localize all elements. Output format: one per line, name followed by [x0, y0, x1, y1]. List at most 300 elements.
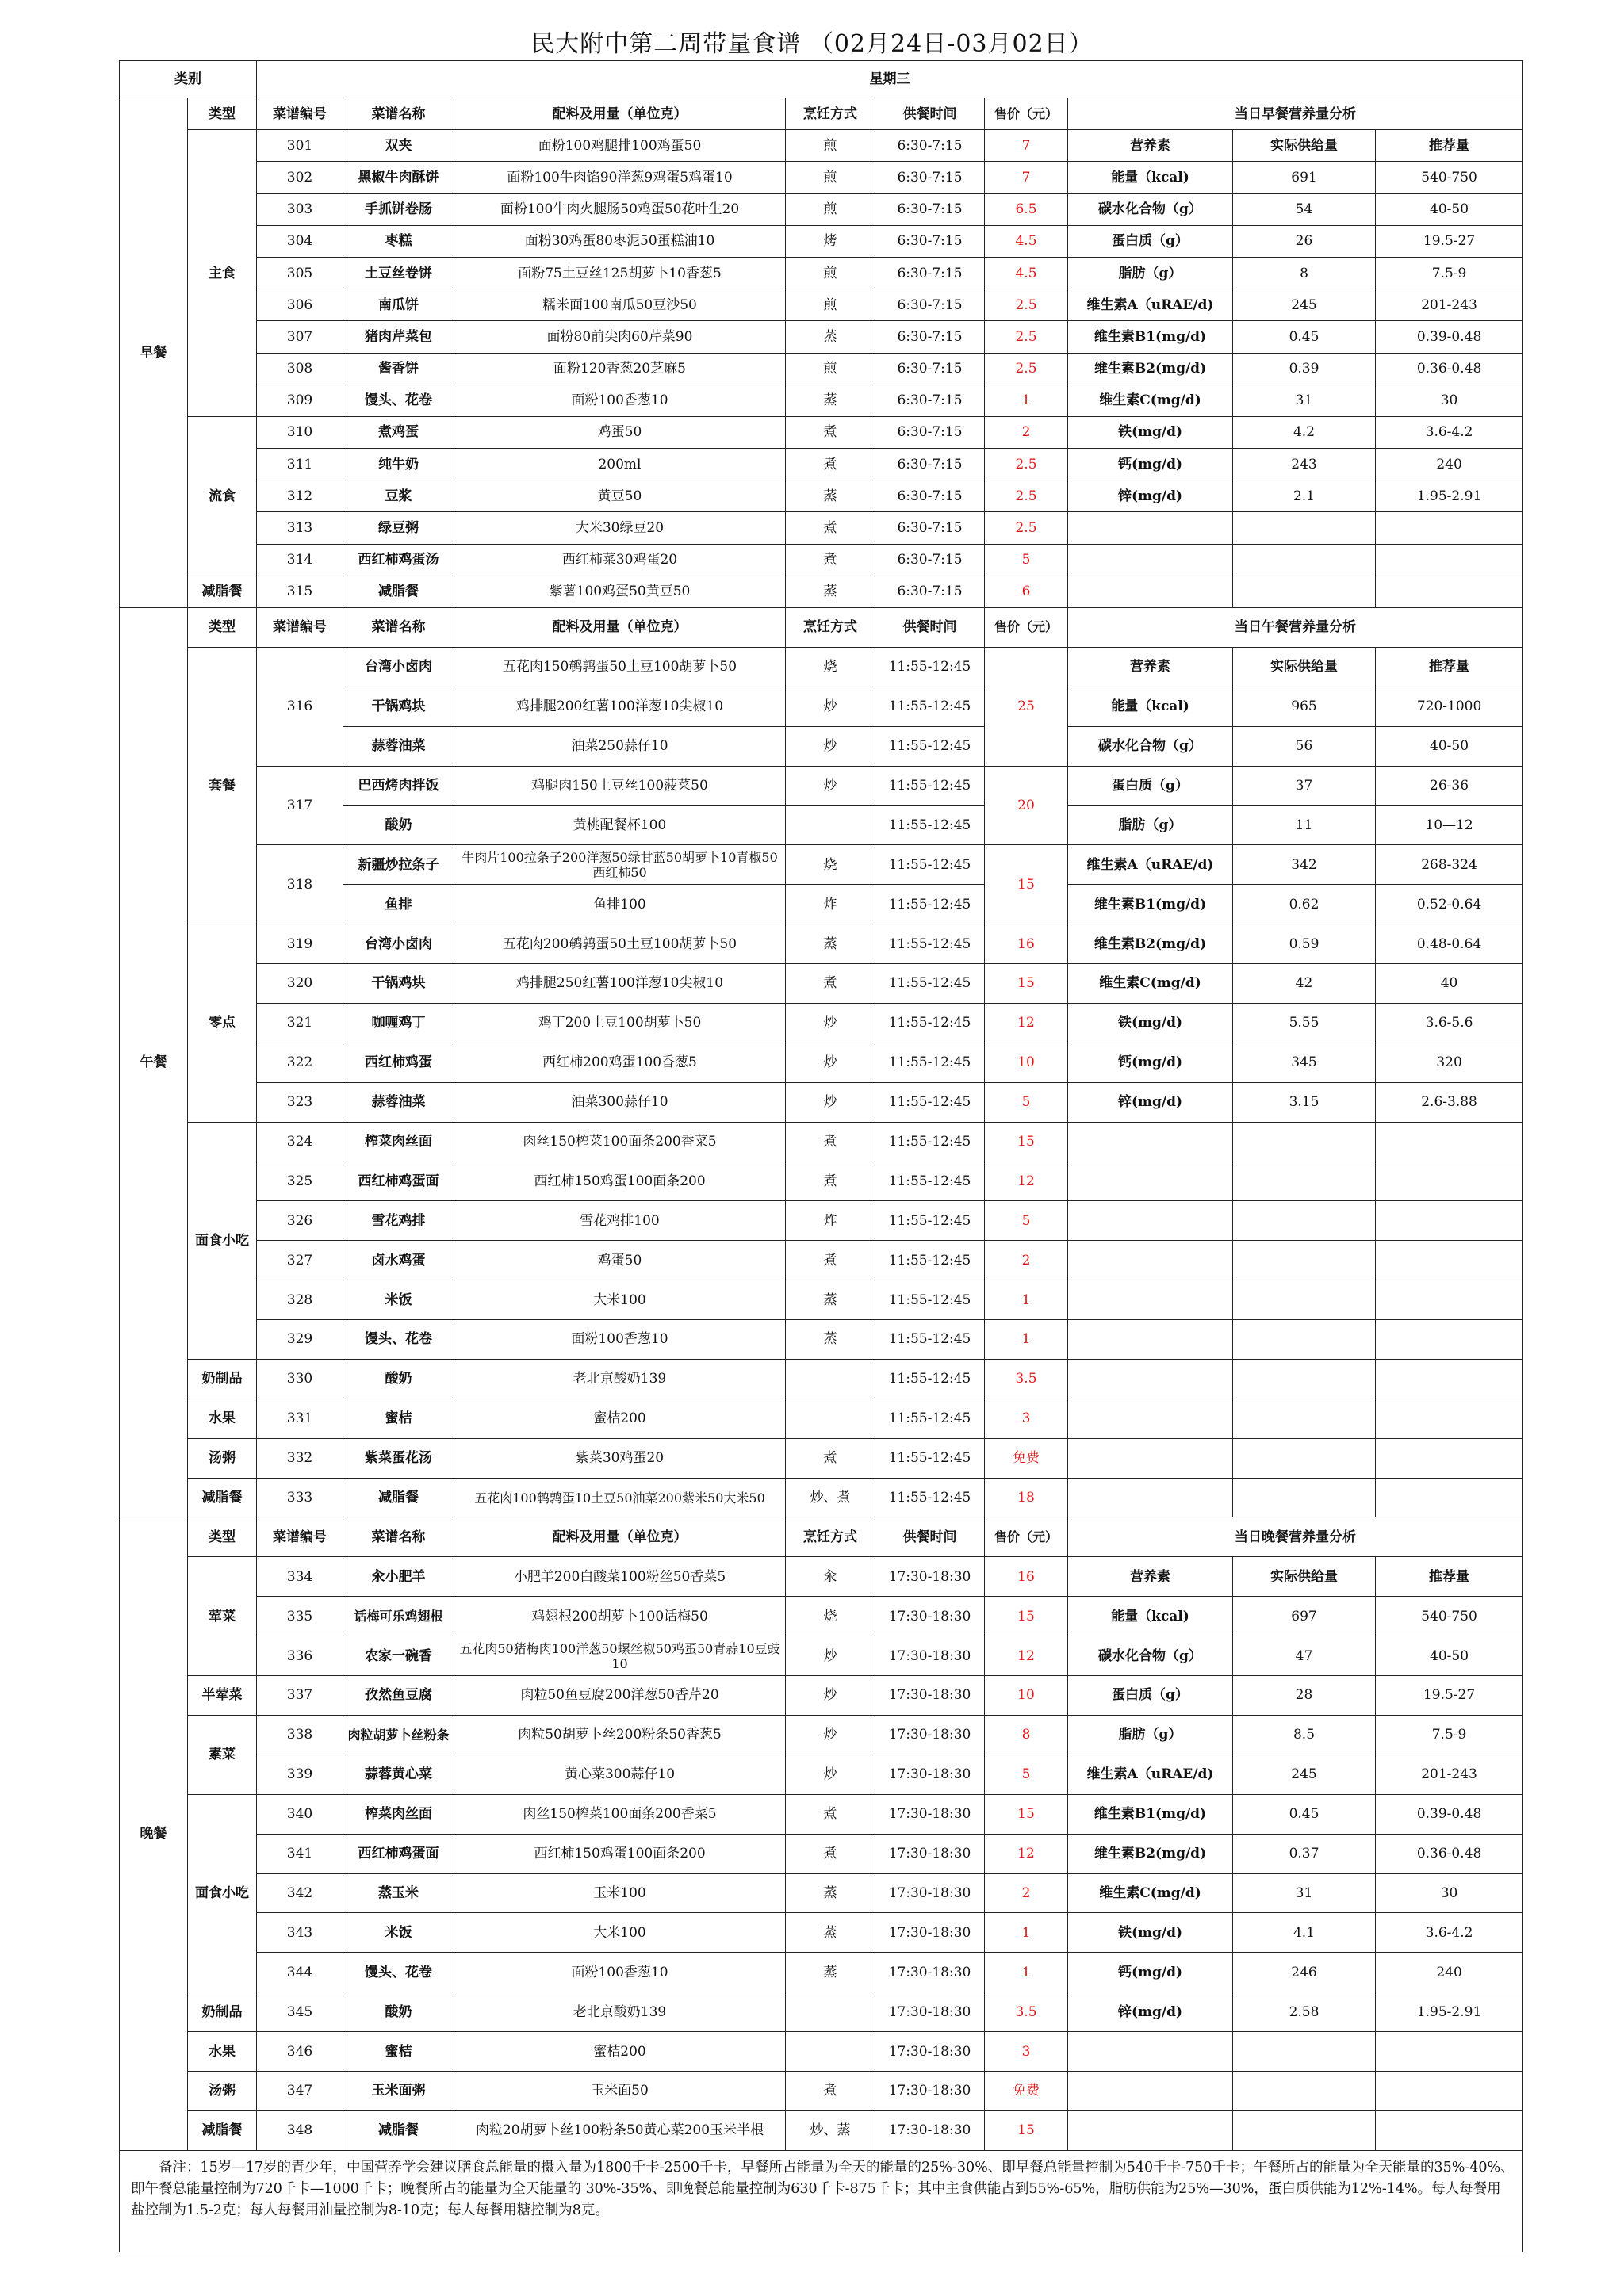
nutrient-actual: 56 [1233, 726, 1376, 766]
nutrient-name: 碳水化合物（g） [1068, 726, 1233, 766]
dish-time: 11:55-12:45 [875, 1399, 985, 1438]
dish-id: 335 [257, 1597, 343, 1636]
dish-price: 2.5 [985, 512, 1068, 544]
dish-ingredients: 蜜桔200 [454, 2032, 786, 2072]
dish-time: 17:30-18:30 [875, 2032, 985, 2072]
dish-ingredients: 肉粒20胡萝卜丝100粉条50黄心菜200玉米半根 [454, 2110, 786, 2150]
dish-name: 手抓饼卷肠 [343, 193, 454, 225]
dish-id: 320 [257, 964, 343, 1004]
dish-ingredients: 糯米面100南瓜50豆沙50 [454, 289, 786, 321]
empty-cell [1376, 1241, 1523, 1280]
dish-time: 11:55-12:45 [875, 1438, 985, 1478]
nutrient-recommended: 40 [1376, 964, 1523, 1004]
empty-cell [1233, 1161, 1376, 1201]
dish-time: 11:55-12:45 [875, 806, 985, 845]
meal-breakfast: 早餐 [120, 98, 188, 608]
dish-name: 新疆炒拉条子 [343, 845, 454, 885]
dish-cooking: 炒 [786, 766, 875, 806]
dish-id: 318 [257, 845, 343, 924]
dish-name: 米饭 [343, 1280, 454, 1320]
group-set-meal: 套餐 [188, 647, 257, 924]
nutrient-recommended: 19.5-27 [1376, 1676, 1523, 1716]
table-row [120, 512, 1523, 544]
nutrient-name: 维生素C(mg/d) [1068, 385, 1233, 416]
dish-time: 11:55-12:45 [875, 1161, 985, 1201]
col-header-name: 菜谱名称 [343, 98, 454, 130]
actual-header: 实际供给量 [1233, 1557, 1376, 1597]
nutrient-name: 铁(mg/d) [1068, 416, 1233, 448]
dish-id: 314 [257, 544, 343, 576]
dish-time: 11:55-12:45 [875, 1082, 985, 1122]
dish-cooking: 炒 [786, 1715, 875, 1755]
dish-price: 15 [985, 845, 1068, 924]
nutrient-name: 维生素B1(mg/d) [1068, 1794, 1233, 1834]
nutrient-name: 锌(mg/d) [1068, 1082, 1233, 1122]
dish-price: 8 [985, 1715, 1068, 1755]
dish-price: 12 [985, 1834, 1068, 1873]
col-header-type: 类型 [188, 608, 257, 648]
nutrient-header: 营养素 [1068, 1557, 1233, 1597]
group-vegetable: 素菜 [188, 1715, 257, 1794]
empty-cell [1376, 544, 1523, 576]
nutrient-recommended: 7.5-9 [1376, 257, 1523, 289]
nutrient-actual: 31 [1233, 385, 1376, 416]
empty-cell [1233, 1359, 1376, 1399]
table-row [120, 1201, 1523, 1241]
dish-time: 6:30-7:15 [875, 576, 985, 607]
nutrient-recommended: 10—12 [1376, 806, 1523, 845]
table-row [120, 1597, 1523, 1636]
table-row [120, 1834, 1523, 1873]
nutrient-actual: 245 [1233, 1755, 1376, 1794]
dish-id: 348 [257, 2110, 343, 2150]
actual-header: 实际供给量 [1233, 647, 1376, 687]
dish-cooking: 煮 [786, 964, 875, 1004]
col-header-id: 菜谱编号 [257, 98, 343, 130]
nutrient-recommended: 1.95-2.91 [1376, 480, 1523, 512]
dish-price: 18 [985, 1478, 1068, 1517]
empty-cell [1233, 1201, 1376, 1241]
dish-price: 免费 [985, 1438, 1068, 1478]
dish-id: 304 [257, 225, 343, 257]
nutrient-actual: 37 [1233, 766, 1376, 806]
dish-id: 324 [257, 1122, 343, 1161]
dish-id: 308 [257, 353, 343, 385]
nutrient-recommended: 1.95-2.91 [1376, 1992, 1523, 2032]
dish-name: 蒜蓉油菜 [343, 1082, 454, 1122]
dish-time: 17:30-18:30 [875, 1557, 985, 1597]
group-diet: 减脂餐 [188, 1478, 257, 1517]
dish-cooking: 蒸 [786, 924, 875, 964]
dish-name: 馒头、花卷 [343, 1953, 454, 1992]
dish-price: 1 [985, 1913, 1068, 1953]
dish-name: 孜然鱼豆腐 [343, 1676, 454, 1716]
dish-cooking: 炒 [786, 1636, 875, 1676]
empty-cell [1068, 1241, 1233, 1280]
dish-cooking: 蒸 [786, 321, 875, 353]
dish-id: 329 [257, 1320, 343, 1360]
dish-cooking: 煎 [786, 162, 875, 193]
empty-cell [1376, 512, 1523, 544]
dish-ingredients: 面粉100牛肉火腿肠50鸡蛋50花叶生20 [454, 193, 786, 225]
dish-name: 西红柿鸡蛋 [343, 1043, 454, 1082]
dish-id: 302 [257, 162, 343, 193]
col-header-ingredients: 配料及用量（单位克） [454, 98, 786, 130]
nutrient-actual: 2.1 [1233, 480, 1376, 512]
dish-ingredients: 黄心菜300蒜仔10 [454, 1755, 786, 1794]
dish-name: 卤水鸡蛋 [343, 1241, 454, 1280]
dish-price: 2.5 [985, 321, 1068, 353]
dish-time: 11:55-12:45 [875, 964, 985, 1004]
table-row [120, 1359, 1523, 1399]
nutrient-actual: 0.62 [1233, 885, 1376, 924]
nutrient-actual: 42 [1233, 964, 1376, 1004]
nutrient-name: 锌(mg/d) [1068, 1992, 1233, 2032]
dish-id: 326 [257, 1201, 343, 1241]
empty-cell [1068, 512, 1233, 544]
dish-time: 6:30-7:15 [875, 416, 985, 448]
dish-cooking: 蒸 [786, 480, 875, 512]
dish-price: 16 [985, 1557, 1068, 1597]
nutrient-name: 维生素B2(mg/d) [1068, 924, 1233, 964]
nutrient-actual: 31 [1233, 1873, 1376, 1913]
table-row [120, 353, 1523, 385]
nutrient-recommended: 540-750 [1376, 1597, 1523, 1636]
dish-id: 303 [257, 193, 343, 225]
dish-cooking: 炒 [786, 1082, 875, 1122]
nutrient-recommended: 0.36-0.48 [1376, 353, 1523, 385]
col-header-type: 类型 [188, 98, 257, 130]
dish-cooking: 炒 [786, 1676, 875, 1716]
dish-name: 咖喱鸡丁 [343, 1003, 454, 1043]
dish-name: 米饭 [343, 1913, 454, 1953]
table-row [120, 480, 1523, 512]
dish-time: 6:30-7:15 [875, 385, 985, 416]
dish-ingredients: 西红柿150鸡蛋100面条200 [454, 1161, 786, 1201]
nutrient-recommended: 40-50 [1376, 193, 1523, 225]
dish-time: 11:55-12:45 [875, 726, 985, 766]
table-row [120, 1043, 1523, 1082]
dish-name: 西红柿鸡蛋面 [343, 1161, 454, 1201]
dish-name: 蜜桔 [343, 1399, 454, 1438]
col-header-time: 供餐时间 [875, 98, 985, 130]
empty-cell [1233, 1280, 1376, 1320]
dish-cooking: 煮 [786, 1794, 875, 1834]
nutrient-recommended: 240 [1376, 449, 1523, 480]
empty-cell [1068, 1280, 1233, 1320]
dish-id: 307 [257, 321, 343, 353]
nutrient-name: 碳水化合物（g） [1068, 193, 1233, 225]
dish-ingredients: 鸡排腿250红薯100洋葱10尖椒10 [454, 964, 786, 1004]
table-row [120, 608, 1523, 648]
dish-price: 12 [985, 1636, 1068, 1676]
nutrient-actual: 11 [1233, 806, 1376, 845]
empty-cell [1233, 1241, 1376, 1280]
dish-name: 煮鸡蛋 [343, 416, 454, 448]
nutrient-actual: 697 [1233, 1597, 1376, 1636]
dish-name: 双夹 [343, 130, 454, 162]
table-row [120, 449, 1523, 480]
dish-cooking: 炒 [786, 1755, 875, 1794]
nutrient-actual: 0.37 [1233, 1834, 1376, 1873]
dish-id: 319 [257, 924, 343, 964]
empty-cell [1068, 1359, 1233, 1399]
dish-time: 6:30-7:15 [875, 257, 985, 289]
nutrient-name: 维生素B1(mg/d) [1068, 885, 1233, 924]
nutrient-name: 能量（kcal) [1068, 687, 1233, 726]
empty-cell [1233, 1478, 1376, 1517]
nutrient-recommended: 540-750 [1376, 162, 1523, 193]
empty-cell [1376, 1359, 1523, 1399]
dish-ingredients: 面粉100香葱10 [454, 1953, 786, 1992]
table-row [120, 1676, 1523, 1716]
table-row [120, 1557, 1523, 1597]
empty-cell [1068, 2071, 1233, 2110]
dish-ingredients: 蜜桔200 [454, 1399, 786, 1438]
dish-cooking: 炒 [786, 1003, 875, 1043]
dish-time: 6:30-7:15 [875, 162, 985, 193]
nutrient-recommended: 40-50 [1376, 1636, 1523, 1676]
dish-name: 鱼排 [343, 885, 454, 924]
dish-time: 17:30-18:30 [875, 2071, 985, 2110]
dish-id: 330 [257, 1359, 343, 1399]
dish-time: 17:30-18:30 [875, 1636, 985, 1676]
dish-cooking: 炒 [786, 687, 875, 726]
empty-cell [1233, 2032, 1376, 2072]
dish-cooking: 蒸 [786, 1913, 875, 1953]
dish-time: 6:30-7:15 [875, 544, 985, 576]
dish-price: 20 [985, 766, 1068, 845]
dish-ingredients: 大米100 [454, 1913, 786, 1953]
dish-ingredients: 五花肉50猪梅肉100洋葱50螺丝椒50鸡蛋50青蒜10豆豉10 [454, 1636, 786, 1676]
dish-time: 17:30-18:30 [875, 1597, 985, 1636]
empty-cell [1233, 1122, 1376, 1161]
nutrient-recommended: 320 [1376, 1043, 1523, 1082]
table-row [120, 162, 1523, 193]
table-row [120, 1399, 1523, 1438]
dish-id: 301 [257, 130, 343, 162]
col-header-cooking: 烹饪方式 [786, 608, 875, 648]
dish-time: 11:55-12:45 [875, 1201, 985, 1241]
dish-ingredients: 面粉100牛肉馅90洋葱9鸡蛋5鸡蛋10 [454, 162, 786, 193]
group-diet: 减脂餐 [188, 2110, 257, 2150]
nutrient-name: 维生素A（uRAE/d) [1068, 1755, 1233, 1794]
empty-cell [1068, 1122, 1233, 1161]
col-header-price: 售价（元） [985, 1517, 1068, 1557]
dish-price: 4.5 [985, 257, 1068, 289]
dish-cooking: 煮 [786, 1122, 875, 1161]
col-header-ingredients: 配料及用量（单位克） [454, 608, 786, 648]
dish-time: 6:30-7:15 [875, 289, 985, 321]
dish-ingredients: 肉丝150榨菜100面条200香菜5 [454, 1794, 786, 1834]
dish-price: 6.5 [985, 193, 1068, 225]
dish-price: 2 [985, 1241, 1068, 1280]
dish-cooking: 蒸 [786, 1320, 875, 1360]
dish-time: 6:30-7:15 [875, 130, 985, 162]
dish-cooking: 烧 [786, 845, 875, 885]
dish-price: 5 [985, 1082, 1068, 1122]
dish-price: 3.5 [985, 1359, 1068, 1399]
dish-time: 11:55-12:45 [875, 924, 985, 964]
dish-time: 11:55-12:45 [875, 1043, 985, 1082]
actual-header: 实际供给量 [1233, 130, 1376, 162]
empty-cell [1376, 1478, 1523, 1517]
group-main-food: 主食 [188, 130, 257, 417]
dish-time: 11:55-12:45 [875, 687, 985, 726]
dish-price: 7 [985, 162, 1068, 193]
dish-ingredients: 鱼排100 [454, 885, 786, 924]
dish-name: 西红柿鸡蛋汤 [343, 544, 454, 576]
dish-ingredients: 油菜250蒜仔10 [454, 726, 786, 766]
col-header-ingredients: 配料及用量（单位克） [454, 1517, 786, 1557]
empty-cell [1233, 544, 1376, 576]
dish-price: 1 [985, 1953, 1068, 1992]
empty-cell [1376, 2110, 1523, 2150]
empty-cell [1068, 1399, 1233, 1438]
nutrient-recommended: 7.5-9 [1376, 1715, 1523, 1755]
dish-name: 蜜桔 [343, 2032, 454, 2072]
dish-id: 347 [257, 2071, 343, 2110]
dish-name: 馒头、花卷 [343, 385, 454, 416]
remarks-note: 备注：15岁—17岁的青少年，中国营养学会建议膳食总能量的摄入量为1800千卡-2500千卡，早餐所占能量为全天的能量的25%-30%、即早餐总能量控制为540千卡-750千卡；午餐所占的能量为全天能量的35%-40%、即午餐总能量控制为720千卡—1000千卡；晚餐所占的能量为全天能量的 30%-35%、即晚餐总能量控制为630千卡-875千卡；其中主食供能占到55%-65%，脂肪供能为25%—30%，蛋白质供能为12%-14%。每人每餐用盐控制为1.5-2克；每人每餐用油量控制为8-10克；每人每餐用糖控制为8克。 [120, 2150, 1523, 2252]
dish-ingredients: 老北京酸奶139 [454, 1992, 786, 2032]
dish-name: 肉粒胡萝卜丝粉条 [343, 1715, 454, 1755]
nutrient-recommended: 30 [1376, 1873, 1523, 1913]
nutrient-recommended: 0.39-0.48 [1376, 1794, 1523, 1834]
nutrient-actual: 691 [1233, 162, 1376, 193]
nutrient-recommended: 201-243 [1376, 289, 1523, 321]
dish-price: 2.5 [985, 353, 1068, 385]
dish-price: 7 [985, 130, 1068, 162]
dish-ingredients: 面粉100香葱10 [454, 385, 786, 416]
dish-name: 干锅鸡块 [343, 964, 454, 1004]
dish-cooking: 煎 [786, 130, 875, 162]
empty-cell [1376, 576, 1523, 607]
table-row [120, 1003, 1523, 1043]
dish-cooking: 煮 [786, 449, 875, 480]
nutrient-actual: 54 [1233, 193, 1376, 225]
dish-ingredients: 紫薯100鸡蛋50黄豆50 [454, 576, 786, 607]
dish-id: 309 [257, 385, 343, 416]
nutrient-recommended: 240 [1376, 1953, 1523, 1992]
nutrient-actual: 26 [1233, 225, 1376, 257]
nutrient-name: 钙(mg/d) [1068, 1043, 1233, 1082]
page-title: 民大附中第二周带量食谱 （02月24日-03月02日） [530, 30, 1094, 58]
table-row [120, 1873, 1523, 1913]
table-row [120, 98, 1523, 130]
dish-price: 5 [985, 544, 1068, 576]
dish-name: 台湾小卤肉 [343, 924, 454, 964]
dish-time: 11:55-12:45 [875, 1359, 985, 1399]
dish-ingredients: 鸡丁200土豆100胡萝卜50 [454, 1003, 786, 1043]
dish-cooking: 烤 [786, 225, 875, 257]
dish-time: 17:30-18:30 [875, 1676, 985, 1716]
empty-cell [1068, 1201, 1233, 1241]
dish-name: 西红柿鸡蛋面 [343, 1834, 454, 1873]
nutrient-name: 维生素A（uRAE/d) [1068, 289, 1233, 321]
dish-time: 17:30-18:30 [875, 1953, 985, 1992]
table-row [120, 1715, 1523, 1755]
empty-cell [1376, 2032, 1523, 2072]
nutrient-name: 铁(mg/d) [1068, 1913, 1233, 1953]
dish-ingredients: 玉米面50 [454, 2071, 786, 2110]
dish-name: 雪花鸡排 [343, 1201, 454, 1241]
dish-time: 11:55-12:45 [875, 845, 985, 885]
nutrient-actual: 0.59 [1233, 924, 1376, 964]
table-row [120, 964, 1523, 1004]
dish-name: 土豆丝卷饼 [343, 257, 454, 289]
dish-ingredients: 大米30绿豆20 [454, 512, 786, 544]
nutrient-recommended: 26-36 [1376, 766, 1523, 806]
meal-dinner: 晚餐 [120, 1517, 188, 2150]
table-row [120, 61, 1523, 98]
nutrient-actual: 2.58 [1233, 1992, 1376, 2032]
weekday-header: 星期三 [257, 61, 1523, 98]
dish-name: 纯牛奶 [343, 449, 454, 480]
nutrient-name: 蛋白质（g） [1068, 766, 1233, 806]
dish-name: 巴西烤肉拌饭 [343, 766, 454, 806]
col-header-time: 供餐时间 [875, 1517, 985, 1557]
dish-cooking: 煮 [786, 1438, 875, 1478]
nutrient-name: 维生素B1(mg/d) [1068, 321, 1233, 353]
dish-ingredients: 油菜300蒜仔10 [454, 1082, 786, 1122]
table-row [120, 1280, 1523, 1320]
dish-ingredients: 鸡蛋50 [454, 1241, 786, 1280]
dish-cooking [786, 1399, 875, 1438]
col-header-name: 菜谱名称 [343, 1517, 454, 1557]
empty-cell [1233, 1438, 1376, 1478]
dish-ingredients: 面粉100香葱10 [454, 1320, 786, 1360]
dish-cooking: 煎 [786, 257, 875, 289]
nutrient-recommended: 3.6-4.2 [1376, 416, 1523, 448]
dish-cooking: 煎 [786, 289, 875, 321]
dish-price: 10 [985, 1043, 1068, 1082]
dish-time: 11:55-12:45 [875, 647, 985, 687]
nutrient-actual: 47 [1233, 1636, 1376, 1676]
group-fruit: 水果 [188, 1399, 257, 1438]
dish-ingredients: 鸡排腿200红薯100洋葱10尖椒10 [454, 687, 786, 726]
dish-name: 农家一碗香 [343, 1636, 454, 1676]
dish-ingredients: 五花肉100鹌鹑蛋10土豆50油菜200紫米50大米50 [454, 1478, 786, 1517]
dish-price: 12 [985, 1161, 1068, 1201]
dish-price: 6 [985, 576, 1068, 607]
dish-time: 6:30-7:15 [875, 321, 985, 353]
dish-price: 3 [985, 1399, 1068, 1438]
nutrient-actual: 0.45 [1233, 321, 1376, 353]
nutrient-actual: 243 [1233, 449, 1376, 480]
dish-id: 317 [257, 766, 343, 845]
dish-price: 15 [985, 1794, 1068, 1834]
nutrient-name: 脂肪（g） [1068, 257, 1233, 289]
dish-cooking: 蒸 [786, 1280, 875, 1320]
table-row [120, 1953, 1523, 1992]
col-header-id: 菜谱编号 [257, 608, 343, 648]
dish-id: 339 [257, 1755, 343, 1794]
dish-id: 346 [257, 2032, 343, 2072]
empty-cell [1376, 1201, 1523, 1241]
nutrient-name: 维生素C(mg/d) [1068, 1873, 1233, 1913]
dish-id: 344 [257, 1953, 343, 1992]
table-row [120, 321, 1523, 353]
dish-ingredients: 200ml [454, 449, 786, 480]
dish-name: 酸奶 [343, 1992, 454, 2032]
dish-cooking: 炒、蒸 [786, 2110, 875, 2150]
dish-price: 2.5 [985, 449, 1068, 480]
nutrient-actual: 5.55 [1233, 1003, 1376, 1043]
table-row [120, 289, 1523, 321]
nutrient-header: 营养素 [1068, 130, 1233, 162]
dish-id: 334 [257, 1557, 343, 1597]
